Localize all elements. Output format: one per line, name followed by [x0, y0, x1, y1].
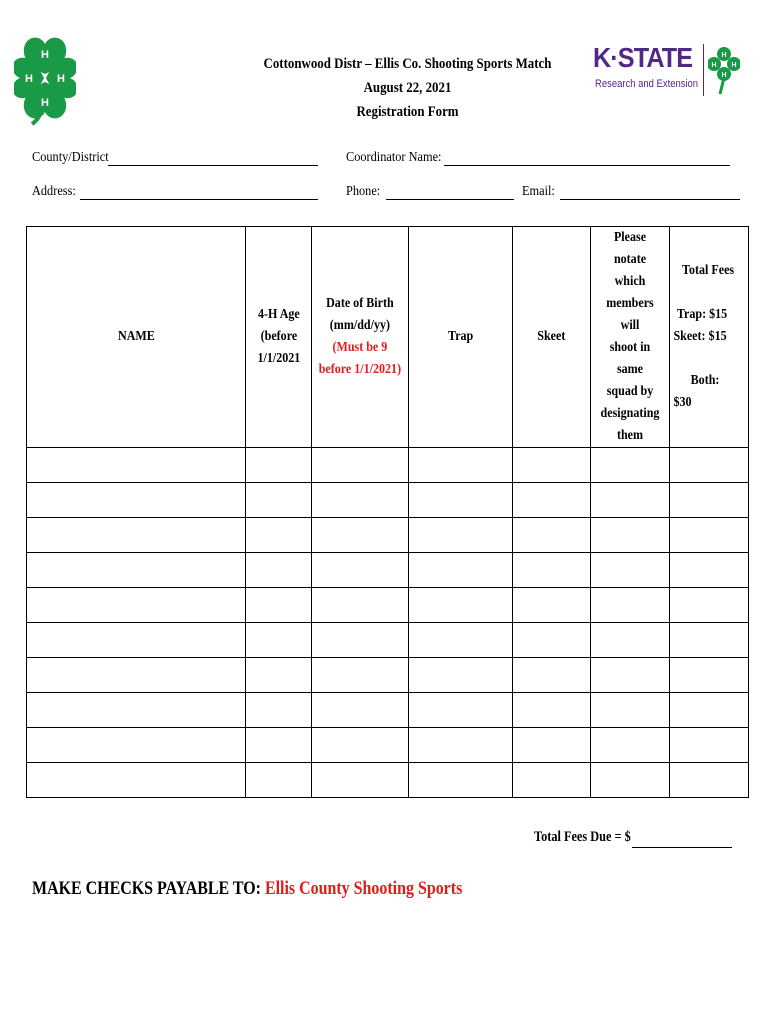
skeet-cell[interactable]	[513, 483, 591, 518]
svg-text:H: H	[721, 52, 727, 59]
form-title	[255, 52, 560, 124]
dob-cell[interactable]	[312, 518, 409, 553]
header-skeet: Skeet	[513, 227, 591, 448]
trap-cell[interactable]	[409, 553, 513, 588]
age-cell[interactable]	[246, 588, 312, 623]
coordinator-name-label: Coordinator Name:	[346, 150, 442, 165]
email-label: Email:	[522, 184, 555, 199]
trap-cell[interactable]	[409, 728, 513, 763]
total-fees-due-label: Total Fees Due = $	[534, 829, 631, 845]
dob-cell[interactable]	[312, 553, 409, 588]
age-cell[interactable]	[246, 658, 312, 693]
squad-cell[interactable]	[591, 518, 670, 553]
kstate-logo	[593, 38, 703, 98]
svg-text:H: H	[41, 97, 49, 109]
4h-clover-logo	[14, 34, 76, 126]
name-cell[interactable]	[27, 483, 246, 518]
dob-cell[interactable]	[312, 693, 409, 728]
4h-clover-small-icon	[708, 44, 740, 96]
svg-text:H: H	[41, 49, 49, 61]
registration-table	[26, 226, 749, 798]
checks-payable-label: MAKE CHECKS PAYABLE TO:	[32, 878, 261, 899]
skeet-cell[interactable]	[513, 728, 591, 763]
name-cell[interactable]	[27, 623, 246, 658]
dob-cell[interactable]	[312, 763, 409, 798]
table-row	[27, 483, 749, 518]
dob-cell[interactable]	[312, 658, 409, 693]
table-header-row	[27, 227, 749, 448]
trap-cell[interactable]	[409, 448, 513, 483]
svg-text:H: H	[721, 72, 727, 79]
fees-cell[interactable]	[670, 518, 749, 553]
skeet-cell[interactable]	[513, 588, 591, 623]
name-cell[interactable]	[27, 658, 246, 693]
svg-text:H: H	[25, 73, 33, 85]
trap-cell[interactable]	[409, 483, 513, 518]
table-row	[27, 728, 749, 763]
name-cell[interactable]	[27, 588, 246, 623]
county-district-input-line[interactable]	[108, 165, 318, 166]
title-line-event: Cottonwood Distr – Ellis Co. Shooting Sports Match	[263, 56, 552, 72]
header-4h-age: 4-H Age (before 1/1/2021	[246, 227, 312, 448]
skeet-cell[interactable]	[513, 448, 591, 483]
table-row	[27, 448, 749, 483]
squad-cell[interactable]	[591, 448, 670, 483]
trap-cell[interactable]	[409, 518, 513, 553]
skeet-cell[interactable]	[513, 553, 591, 588]
trap-cell[interactable]	[409, 693, 513, 728]
dob-cell[interactable]	[312, 623, 409, 658]
squad-cell[interactable]	[591, 693, 670, 728]
name-cell[interactable]	[27, 728, 246, 763]
age-cell[interactable]	[246, 483, 312, 518]
skeet-cell[interactable]	[513, 658, 591, 693]
checks-payable-note	[32, 878, 462, 900]
phone-field	[346, 184, 385, 200]
squad-cell[interactable]	[591, 553, 670, 588]
dob-cell[interactable]	[312, 588, 409, 623]
squad-cell[interactable]	[591, 658, 670, 693]
trap-cell[interactable]	[409, 623, 513, 658]
name-cell[interactable]	[27, 553, 246, 588]
age-cell[interactable]	[246, 728, 312, 763]
header-squad-notes: Please notate which members will shoot in same squad by designating them	[591, 227, 670, 448]
age-cell[interactable]	[246, 693, 312, 728]
squad-cell[interactable]	[591, 763, 670, 798]
header-name: NAME	[27, 227, 246, 448]
address-input-line[interactable]	[80, 199, 318, 200]
address-field	[32, 184, 82, 200]
svg-text:H: H	[731, 62, 737, 69]
phone-label: Phone:	[346, 184, 381, 199]
email-input-line[interactable]	[560, 199, 740, 200]
squad-cell[interactable]	[591, 588, 670, 623]
age-cell[interactable]	[246, 553, 312, 588]
age-cell[interactable]	[246, 448, 312, 483]
name-cell[interactable]	[27, 693, 246, 728]
county-district-label: County/District	[32, 150, 109, 165]
skeet-cell[interactable]	[513, 623, 591, 658]
title-line-form: Registration Form	[356, 104, 459, 120]
fees-cell[interactable]	[670, 763, 749, 798]
fees-cell[interactable]	[670, 448, 749, 483]
skeet-cell[interactable]	[513, 763, 591, 798]
kstate-wordmark: K·STATE	[593, 42, 693, 73]
coordinator-name-field	[346, 150, 454, 166]
skeet-cell[interactable]	[513, 518, 591, 553]
fees-cell[interactable]	[670, 658, 749, 693]
checks-payee: Ellis County Shooting Sports	[264, 878, 463, 899]
trap-cell[interactable]	[409, 763, 513, 798]
skeet-cell[interactable]	[513, 693, 591, 728]
header-date-of-birth: Date of Birth (mm/dd/yy) (Must be 9 before 1/1/2021)	[312, 227, 409, 448]
fees-cell[interactable]	[670, 693, 749, 728]
dob-cell[interactable]	[312, 728, 409, 763]
total-fees-due	[534, 829, 652, 846]
table-row	[27, 693, 749, 728]
kstate-subtitle: Research and Extension	[595, 78, 699, 90]
age-cell[interactable]	[246, 763, 312, 798]
table-row	[27, 588, 749, 623]
table-row	[27, 623, 749, 658]
squad-cell[interactable]	[591, 728, 670, 763]
phone-input-line[interactable]	[386, 199, 514, 200]
fees-cell[interactable]	[670, 728, 749, 763]
logo-divider	[703, 44, 704, 96]
header-total-fees: Total Fees Trap: $15 Skeet: $15 Both: $30	[670, 227, 749, 448]
total-fees-due-input-line[interactable]	[632, 847, 732, 848]
table-row	[27, 553, 749, 588]
name-cell[interactable]	[27, 518, 246, 553]
table-row	[27, 658, 749, 693]
title-line-date: August 22, 2021	[363, 80, 452, 96]
trap-cell[interactable]	[409, 658, 513, 693]
address-label: Address:	[32, 184, 76, 199]
name-cell[interactable]	[27, 763, 246, 798]
county-district-field	[32, 150, 119, 166]
squad-cell[interactable]	[591, 483, 670, 518]
dob-cell[interactable]	[312, 448, 409, 483]
table-row	[27, 518, 749, 553]
email-field	[522, 184, 559, 200]
svg-text:H: H	[57, 73, 65, 85]
svg-text:H: H	[711, 62, 717, 69]
squad-cell[interactable]	[591, 623, 670, 658]
fees-cell[interactable]	[670, 553, 749, 588]
name-cell[interactable]	[27, 448, 246, 483]
trap-cell[interactable]	[409, 588, 513, 623]
fees-cell[interactable]	[670, 623, 749, 658]
header-trap: Trap	[409, 227, 513, 448]
fees-cell[interactable]	[670, 483, 749, 518]
age-cell[interactable]	[246, 623, 312, 658]
fees-cell[interactable]	[670, 588, 749, 623]
coordinator-name-input-line[interactable]	[444, 165, 730, 166]
dob-cell[interactable]	[312, 483, 409, 518]
age-cell[interactable]	[246, 518, 312, 553]
table-row	[27, 763, 749, 798]
